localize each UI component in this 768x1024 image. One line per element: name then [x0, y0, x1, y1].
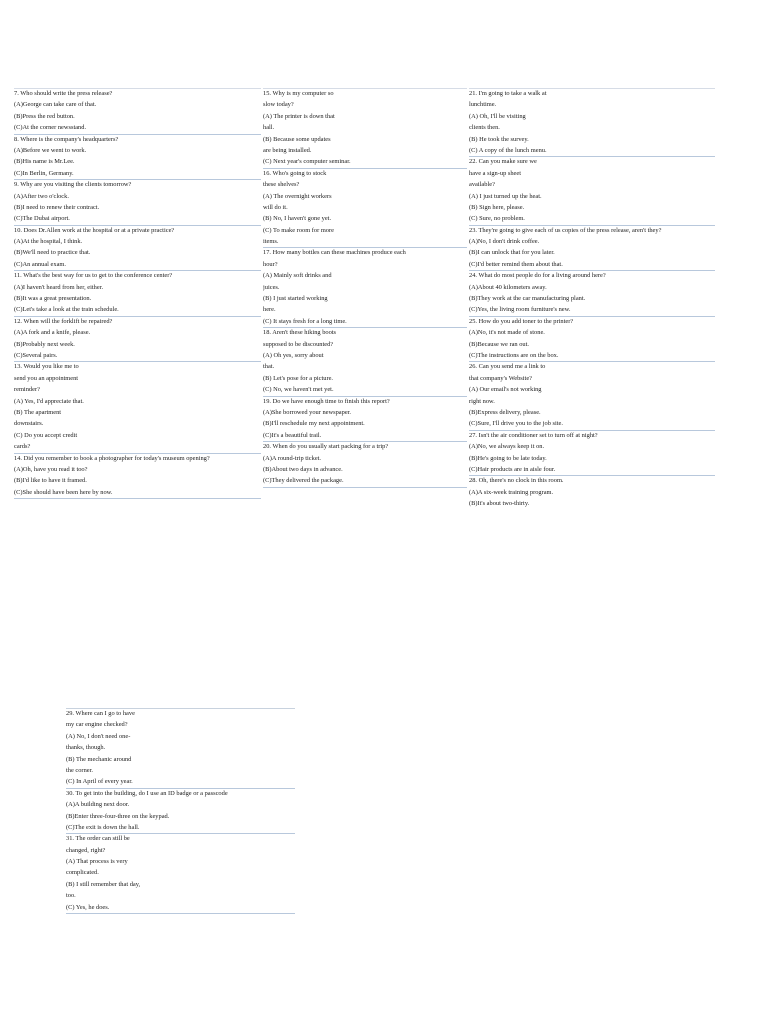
question-text: 11. What's the best way for us to get to the conference center? [14, 272, 173, 280]
answer-line: have a sign-up sheet [469, 169, 521, 177]
answer-line: (B) He took the survey. [469, 135, 529, 143]
answer-line: (C)I'd better remind them about that. [469, 260, 715, 271]
answer-line: (C)Yes, the living room furniture's new. [469, 305, 715, 316]
answer-line: (C) Sure, no problem. [469, 214, 715, 225]
answer-line: send you an appointment [14, 374, 79, 382]
answer-line: (B)Probably next week. [14, 340, 75, 348]
answer-line: (A)A fork and a knife, please. [14, 329, 91, 337]
answer-line: (A) Yes, I'd appreciate that. [14, 397, 84, 405]
answer-line: downstairs. [14, 420, 44, 428]
question-text: 29. Where can I go to have [66, 710, 135, 717]
answer-line: (C)Sure, I'll drive you to the job site. [469, 419, 715, 430]
answer-line: (A) No, I don't need one- [66, 732, 131, 740]
answer-line: complicated. [66, 869, 99, 877]
answer-line: (A) The overnight workers [263, 192, 332, 200]
answer-line: (A)After two o'clock. [14, 192, 69, 200]
answer-line: (B) Because some updates [263, 135, 331, 143]
answer-line: too. [66, 892, 76, 900]
answer-line: (A) Our email's not working [469, 386, 542, 394]
question-text: 17. How many bottles can these machines produce each [263, 249, 406, 257]
answer-line: (A)George can take care of that. [14, 101, 97, 109]
answer-line: (B) No, I haven't gone yet. [263, 215, 332, 223]
answer-line: (A) Oh yes, sorry about [263, 351, 324, 359]
answer-line: changed, right? [66, 846, 106, 854]
question-text: 15. Why is my computer so [263, 90, 334, 97]
answer-line: (B)It's about two-thirty. [469, 500, 530, 508]
question-text: 31. The order can still be [66, 835, 130, 843]
answer-line: (A)No, I don't drink coffee. [469, 238, 540, 246]
question-text: 28. Oh, there's no clock in this room. [469, 477, 564, 485]
answer-line: (B) Sign here, please. [469, 203, 525, 211]
answer-line: (C)Several pairs. [14, 351, 261, 362]
answer-line: (A) Mainly soft drinks and [263, 272, 332, 280]
question-column-1 [14, 88, 261, 499]
answer-line: (C) Next year's computer seminar. [263, 157, 467, 168]
answer-line: (C)Hair products are in aisle four. [469, 465, 715, 476]
question-text: 13. Would you like me to [14, 363, 79, 371]
question-text: 12. When will the forklift be repaired? [14, 317, 113, 325]
answer-line: right now. [469, 397, 495, 405]
answer-line: (A)No, it's not made of stone. [469, 329, 545, 337]
question-text: 22. Can you make sure we [469, 158, 537, 166]
answer-line: (A) Oh, I'll be visiting [469, 112, 526, 120]
question-text: 23. They're going to give each of us copies of the press release, aren't they? [469, 226, 662, 234]
answer-line: (C) A copy of the lunch menu. [469, 146, 715, 157]
answer-line: here. [263, 306, 276, 314]
answer-line: (B)He's going to be late today. [469, 454, 547, 462]
answer-line: (A) I just turned up the heat. [469, 192, 542, 200]
question-text: 10. Does Dr.Allen work at the hospital or at a private practice? [14, 226, 175, 234]
answer-line: juices. [263, 283, 280, 291]
answer-line: the corner. [66, 766, 93, 774]
answer-line: these shelves? [263, 181, 300, 189]
answer-line: (B)Enter three-four-three on the keypad. [66, 812, 170, 820]
answer-line: (B)I'd like to have it framed. [14, 477, 87, 485]
answer-line: (C)In Berlin, Germany. [14, 169, 261, 180]
answer-line: (B)Press the red button. [14, 112, 75, 120]
answer-line: reminder? [14, 386, 40, 394]
answer-line: (C)The Dubai airport. [14, 214, 261, 225]
answer-line: (C) To make room for more [263, 226, 334, 234]
question-text: 20. When do you usually start packing for a trip? [263, 443, 389, 451]
question-text: 16. Who's going to stock [263, 169, 327, 177]
answer-line: lunchtime. [469, 101, 497, 109]
answer-line: (B)His name is Mr.Lee. [14, 158, 75, 166]
answer-line: (C)The instructions are on the box. [469, 351, 715, 362]
answer-line: cards? [14, 442, 261, 453]
question-text: 9. Why are you visiting the clients tomorrow? [14, 181, 132, 189]
question-column-4 [66, 708, 295, 914]
question-column-3 [469, 88, 715, 510]
answer-line: (B)Because we ran out. [469, 340, 529, 348]
question-text: 26. Can you send me a link to [469, 363, 546, 371]
answer-line: (B)It was a great presentation. [14, 295, 92, 303]
answer-line: (C) No, we haven't met yet. [263, 385, 467, 396]
question-text: 21. I'm going to take a walk at [469, 90, 547, 97]
answer-line: (B)I can unlock that for you later. [469, 249, 555, 257]
question-text: 7. Who should write the press release? [14, 90, 113, 97]
answer-line: (B)I need to renew their contract. [14, 203, 100, 211]
answer-line: (A) The printer is down that [263, 112, 335, 120]
answer-line: (C) Yes, he does. [66, 903, 295, 914]
answer-line: (B)They work at the car manufacturing plant. [469, 295, 586, 303]
answer-line: (B)I'll reschedule my next appointment. [263, 420, 365, 428]
answer-line: (B) I just started working [263, 295, 328, 303]
answer-line: available? [469, 181, 495, 189]
question-text: 8. Where is the company's headquarters? [14, 135, 119, 143]
answer-line: (B)Express delivery, please. [469, 408, 541, 416]
question-text: 14. Did you remember to book a photographer for today's museum opening? [14, 454, 210, 462]
answer-line: (C)They delivered the package. [263, 476, 467, 487]
answer-line: (C)She should have been here by now. [14, 488, 261, 499]
answer-line: (C) In April of every year. [66, 777, 295, 788]
answer-line: hall. [263, 124, 275, 132]
answer-line: (C) It stays fresh for a long time. [263, 317, 467, 328]
answer-line: items. [263, 237, 467, 248]
question-text: 19. Do we have enough time to finish this report? [263, 397, 390, 405]
question-text: 27. Isn't the air conditioner set to turn off at night? [469, 431, 598, 439]
answer-line: (C)At the corner newsstand. [14, 123, 261, 134]
answer-line: (B) The apartment [14, 408, 62, 416]
answer-line: (B) Let's pose for a picture. [263, 374, 334, 382]
answer-line: (A)I haven't heard from her, either. [14, 283, 104, 291]
answer-line: are being installed. [263, 146, 312, 154]
answer-line: (A)No, we always keep it on. [469, 443, 545, 451]
answer-line: thanks, though. [66, 744, 106, 752]
question-text: 30. To get into the building, do I use an ID badge or a passcode [66, 789, 228, 797]
answer-line: (A)A building next door. [66, 801, 130, 809]
answer-line: (A) That process is very [66, 858, 128, 866]
answer-line: (A)A six-week training program. [469, 488, 554, 496]
answer-line: that. [263, 363, 275, 371]
answer-line: (B) I still remember that day, [66, 880, 141, 888]
question-text: 24. What do most people do for a living around here? [469, 272, 606, 280]
answer-line: (B) The mechanic around [66, 755, 132, 763]
answer-line: (C)An annual exam. [14, 260, 261, 271]
answer-line: (A)About 40 kilometers away. [469, 283, 547, 291]
question-text: 18. Aren't these hiking boots [263, 329, 337, 337]
answer-line: my car engine checked? [66, 721, 128, 729]
answer-line: (C)It's a beautiful trail. [263, 431, 467, 442]
answer-line: (A)At the hospital, I think. [14, 238, 83, 246]
answer-line: that company's Website? [469, 374, 532, 382]
answer-line: (A)She borrowed your newspaper. [263, 408, 352, 416]
answer-line: slow today? [263, 101, 294, 109]
answer-line: clients then. [469, 124, 500, 132]
answer-line: supposed to be discounted? [263, 340, 334, 348]
question-column-2 [263, 88, 467, 488]
answer-line: (B)About two days in advance. [263, 465, 343, 473]
answer-line: (A)Before we went to work. [14, 146, 87, 154]
answer-line: hour? [263, 260, 278, 268]
answer-line: (B)We'll need to practice that. [14, 249, 91, 257]
answer-line: (A)Oh, have you read it too? [14, 465, 88, 473]
answer-line: will do it. [263, 203, 288, 211]
answer-line: (C)Let's take a look at the train schedule. [14, 305, 261, 316]
question-text: 25. How do you add toner to the printer? [469, 317, 574, 325]
answer-line: (A)A round-trip ticket. [263, 454, 322, 462]
answer-line: (C) Do you accept credit [14, 431, 78, 439]
answer-line: (C)The exit is down the hall. [66, 823, 295, 834]
